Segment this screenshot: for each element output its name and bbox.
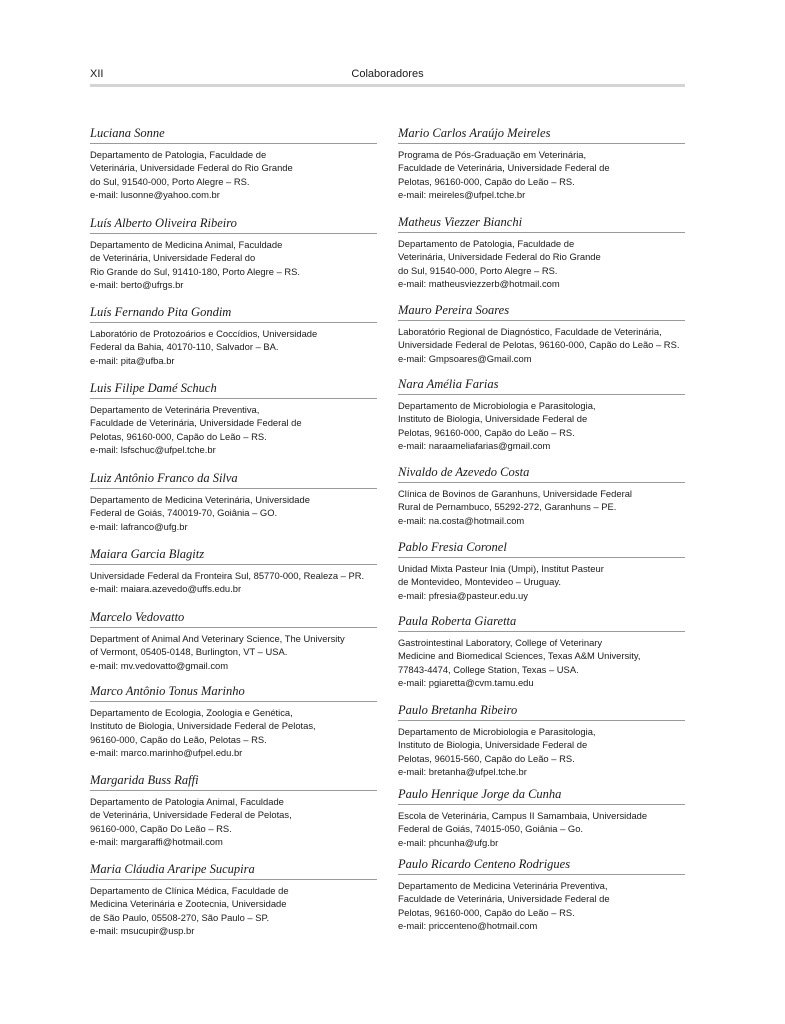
contributor-email: e-mail: msucupir@usp.br — [90, 925, 195, 937]
contributor-name: Luciana Sonne — [90, 126, 377, 144]
contributor-name: Luis Filipe Damé Schuch — [90, 381, 377, 399]
contributor-address-line: de Veterinária, Universidade Federal do — [90, 252, 256, 264]
contributor-address-line: de Veterinária, Universidade Federal de Pelotas, — [90, 809, 292, 821]
contributor-address-line: Instituto de Biologia, Universidade Federal de — [398, 413, 588, 425]
contributor-address-line: Rio Grande do Sul, 91410-180, Porto Alegre – RS. — [90, 265, 301, 277]
contributor-entry — [398, 540, 685, 602]
contributor-address-line: Instituto de Biologia, Universidade Federal de — [398, 739, 588, 751]
contributor-address-line: Pelotas, 96160-000, Capão do Leão – RS. — [398, 906, 575, 918]
contributor-address-line: Departamento de Medicina Veterinária Preventiva, — [398, 880, 608, 891]
running-title: Colaboradores — [351, 68, 424, 80]
contributor-address-line: Laboratório de Protozoários e Coccídios, Universidade — [90, 328, 318, 339]
contributor-entry — [90, 305, 377, 367]
header-rule — [90, 84, 685, 87]
contributor-address-line: Pelotas, 96015-560, Capão do Leão – RS. — [398, 752, 575, 764]
contributor-name: Paulo Bretanha Ribeiro — [398, 703, 685, 721]
contributor-address-line: Federal de Goiás, 74015-050, Goiânia – Go. — [398, 823, 584, 835]
contributor-entry — [90, 862, 377, 938]
contributor-email: e-mail: bretanha@ufpel.tche.br — [398, 766, 527, 778]
contributor-address-line: Departamento de Microbiologia e Parasitologia, — [398, 726, 596, 737]
contributor-address-line: Pelotas, 96160-000, Capão do Leão – RS. — [90, 430, 267, 442]
contributor-address-line: do Sul, 91540-000, Porto Alegre – RS. — [90, 175, 250, 187]
contributor-address-line: Faculdade de Veterinária, Universidade Federal de — [398, 162, 610, 174]
contributor-email: e-mail: lusonne@yahoo.com.br — [90, 189, 220, 201]
contributor-entry — [398, 465, 685, 527]
contributor-name: Paula Roberta Giaretta — [398, 614, 685, 632]
contributor-address-line: Universidade Federal da Fronteira Sul, 85770-000, Realeza – PR. — [90, 570, 365, 581]
contributor-name: Paulo Ricardo Centeno Rodrigues — [398, 857, 685, 875]
contributor-email: e-mail: marco.marinho@ufpel.edu.br — [90, 747, 243, 759]
contributor-name: Matheus Viezzer Bianchi — [398, 215, 685, 233]
contributor-address-line: Pelotas, 96160-000, Capão do Leão – RS. — [398, 426, 575, 438]
contributor-address-line: 96160-000, Capão do Leão, Pelotas – RS. — [90, 733, 267, 745]
contributor-address-line: Departamento de Patologia, Faculdade de — [398, 238, 575, 249]
contributor-name: Maiara Garcia Blagitz — [90, 547, 377, 565]
contributor-address-line: Faculdade de Veterinária, Universidade Federal de — [90, 417, 302, 429]
contributor-address-line: Federal da Bahia, 40170-110, Salvador – BA. — [90, 341, 279, 353]
contributor-entry — [90, 381, 377, 457]
contributor-email: e-mail: margaraffi@hotmail.com — [90, 836, 223, 848]
contributor-address-line: Departamento de Clínica Médica, Faculdade de — [90, 885, 289, 896]
contributor-entry — [90, 126, 377, 202]
contributor-email: e-mail: Gmpsoares@Gmail.com — [398, 352, 532, 364]
contributor-entry — [398, 614, 685, 690]
contributor-address-line: Universidade Federal de Pelotas, 96160-000, Capão do Leão – RS. — [398, 339, 680, 351]
contributor-address-line: 77843-4474, College Station, Texas – USA. — [398, 663, 579, 675]
contributor-address-line: Federal de Goiás, 740019-70, Goiânia – GO. — [90, 507, 278, 519]
contributor-address-line: Programa de Pós-Graduação em Veterinária, — [398, 149, 587, 160]
contributor-name: Nivaldo de Azevedo Costa — [398, 465, 685, 483]
contributor-address-line: Veterinária, Universidade Federal do Rio Grande — [90, 162, 293, 174]
contributor-entry — [398, 377, 685, 453]
contributor-email: e-mail: maiara.azevedo@uffs.edu.br — [90, 583, 242, 595]
page-header — [90, 66, 685, 86]
contributor-address-line: Departamento de Patologia, Faculdade de — [90, 149, 267, 160]
contributor-name: Paulo Henrique Jorge da Cunha — [398, 787, 685, 805]
contributor-address-line: Laboratório Regional de Diagnóstico, Faculdade de Veterinária, — [398, 326, 662, 337]
contributor-entry — [90, 547, 377, 596]
contributor-email: e-mail: matheusviezzerb@hotmail.com — [398, 278, 560, 290]
contributor-name: Mauro Pereira Soares — [398, 303, 685, 321]
contributor-address-line: Medicina Veterinária e Zootecnia, Universidade — [90, 898, 287, 910]
contributor-address-line: Department of Animal And Veterinary Science, The University — [90, 633, 345, 644]
contributor-name: Marcelo Vedovatto — [90, 610, 377, 628]
contributor-address-line: Departamento de Medicina Veterinária, Universidade — [90, 494, 310, 505]
contributor-address-line: Faculdade de Veterinária, Universidade Federal de — [398, 893, 610, 905]
contributor-entry — [90, 216, 377, 292]
contributor-entry — [398, 303, 685, 365]
contributor-name: Mario Carlos Araújo Meireles — [398, 126, 685, 144]
contributor-email: e-mail: priccenteno@hotmail.com — [398, 920, 538, 932]
contributor-entry — [398, 703, 685, 779]
contributor-address-line: Departamento de Microbiologia e Parasitologia, — [398, 400, 596, 411]
contributor-email: e-mail: meireles@ufpel.tche.br — [398, 189, 526, 201]
contributor-address-line: Departamento de Patologia Animal, Faculdade — [90, 796, 284, 807]
contributor-name: Nara Amélia Farias — [398, 377, 685, 395]
contributor-address-line: Veterinária, Universidade Federal do Rio Grande — [398, 251, 601, 263]
contributor-email: e-mail: lsfschuc@ufpel.tche.br — [90, 444, 216, 456]
contributor-address-line: Gastrointestinal Laboratory, College of Veterinary — [398, 637, 603, 648]
contributor-entry — [398, 857, 685, 933]
contributor-address-line: Departamento de Medicina Animal, Faculdade — [90, 239, 283, 250]
contributor-address-line: Medicine and Biomedical Sciences, Texas A&M University, — [398, 650, 641, 662]
contributor-entry — [398, 787, 685, 849]
contributor-email: e-mail: berto@ufrgs.br — [90, 279, 184, 291]
contributor-email: e-mail: mv.vedovatto@gmail.com — [90, 659, 229, 671]
contributor-name: Luís Alberto Oliveira Ribeiro — [90, 216, 377, 234]
contributor-email: e-mail: pita@ufba.br — [90, 354, 175, 366]
contributor-address-line: de Montevideo, Montevideo – Uruguay. — [398, 576, 561, 588]
contributor-email: e-mail: lafranco@ufg.br — [90, 520, 188, 532]
contributor-address-line: Departamento de Veterinária Preventiva, — [90, 404, 260, 415]
contributor-name: Margarida Buss Raffi — [90, 773, 377, 791]
contributor-address-line: Instituto de Biologia, Universidade Federal de Pelotas, — [90, 720, 316, 732]
contributor-email: e-mail: phcunha@ufg.br — [398, 836, 499, 848]
contributor-name: Marco Antônio Tonus Marinho — [90, 684, 377, 702]
contributor-address-line: Unidad Mixta Pasteur Inia (Umpi), Institut Pasteur — [398, 563, 604, 574]
contributor-address-line: of Vermont, 05405-0148, Burlington, VT – USA. — [90, 646, 288, 658]
contributor-address-line: do Sul, 91540-000, Porto Alegre – RS. — [398, 264, 558, 276]
contributor-address-line: Pelotas, 96160-000, Capão do Leão – RS. — [398, 175, 575, 187]
contributor-address-line: Rural de Pernambuco, 55292-272, Garanhuns – PE. — [398, 501, 617, 513]
contributor-name: Maria Cláudia Araripe Sucupira — [90, 862, 377, 880]
contributor-entry — [398, 215, 685, 291]
contributor-entry — [90, 773, 377, 849]
contributor-email: e-mail: na.costa@hotmail.com — [398, 514, 525, 526]
contributor-name: Pablo Fresia Coronel — [398, 540, 685, 558]
contributor-email: e-mail: naraameliafarias@gmail.com — [398, 440, 551, 452]
contributor-entry — [90, 684, 377, 760]
contributor-name: Luiz Antônio Franco da Silva — [90, 471, 377, 489]
contributor-address-line: de São Paulo, 05508-270, São Paulo – SP. — [90, 911, 270, 923]
contributor-address-line: 96160-000, Capão Do Leão – RS. — [90, 822, 232, 834]
contributor-entry — [398, 126, 685, 202]
contributor-name: Luís Fernando Pita Gondim — [90, 305, 377, 323]
contributor-address-line: Escola de Veterinária, Campus II Samambaia, Universidade — [398, 810, 648, 821]
page-number: XII — [90, 68, 104, 80]
contributor-address-line: Departamento de Ecologia, Zoologia e Genética, — [90, 707, 293, 718]
contributor-entry — [90, 610, 377, 672]
contributor-email: e-mail: pgiaretta@cvm.tamu.edu — [398, 677, 534, 689]
contributor-email: e-mail: pfresia@pasteur.edu.uy — [398, 589, 528, 601]
contributor-entry — [90, 471, 377, 533]
contributor-address-line: Clínica de Bovinos de Garanhuns, Universidade Federal — [398, 488, 632, 499]
